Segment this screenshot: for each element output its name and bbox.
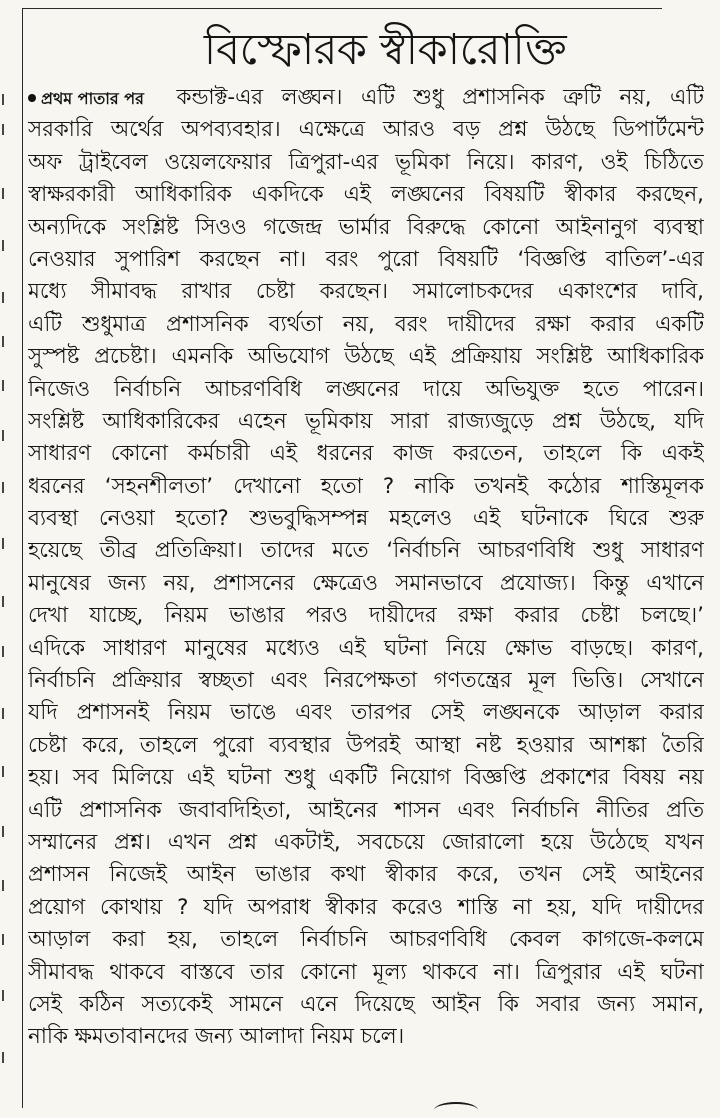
article-line: দেখা যাচ্ছে, নিয়ম ভাঙার পরও দায়ীদের রক্ষা করার চেষ্টা চলছে।’	[28, 603, 704, 629]
article-line: অফ ট্রাইবেল ওয়েলফেয়ার ত্রিপুরা-এর ভূমিকা নিয়ে। কারণ, ওই চিঠিতে	[28, 149, 704, 175]
article-line: ধরনের ‘সহনশীলতা’ দেখানো হতো ? নাকি তখনই কঠোর শাস্তিমূলক	[28, 473, 704, 499]
article-line: নিজেও নির্বাচনি আচরণবিধি লঙ্ঘনের দায়ে অভিযুক্ত হতে পারেন।	[28, 376, 704, 402]
article-line: সম্মানের প্রশ্ন। এখন প্রশ্ন একটাই, সবচেয়ে জোরালো হয়ে উঠেছে যখন	[28, 829, 704, 855]
article-line: নির্বাচনি প্রক্রিয়ার স্বচ্ছতা এবং নিরপেক্ষতা গণতন্ত্রের মূল ভিত্তি। সেখানে	[28, 668, 704, 694]
headline: বিস্ফোরক স্বীকারোক্তি	[203, 25, 567, 75]
continuation-label	[28, 83, 144, 114]
article-line: মধ্যে সীমাবদ্ধ রাখার চেষ্টা করছেন। সমালোচকদের একাংশের দাবি,	[28, 279, 704, 305]
article-line: ব্যবস্থা নেওয়া হতো? শুভবুদ্ধিসম্পন্ন মহলেও এই ঘটনাকে ঘিরে শুরু	[28, 506, 704, 532]
top-rule	[22, 8, 662, 9]
article-line: এদিকে সাধারণ মানুষের মধ্যেও এই ঘটনা নিয়ে ক্ষোভ বাড়ছে। কারণ,	[28, 635, 704, 661]
continuation-label-text: প্রথম পাতার পর	[41, 89, 144, 108]
article-line: স্বাক্ষরকারী আধিকারিক একদিকে এই লঙ্ঘনের বিষয়টি স্বীকার করছেন,	[28, 182, 704, 208]
article-line: এটি শুধুমাত্র প্রশাসনিক ব্যর্থতা নয়, বরং দায়ীদের রক্ষা করার একটি	[28, 311, 704, 337]
article-line: প্রশাসন নিজেই আইন ভাঙার কথা স্বীকার করে, তখন সেই আইনের	[28, 862, 704, 888]
column-rule	[22, 8, 23, 1108]
article-body	[28, 82, 704, 1108]
article-line: সুস্পষ্ট প্রচেষ্টা। এমনকি অভিযোগ উঠছে এই প্রক্রিয়ায় সংশ্লিষ্ট আধিকারিক	[28, 344, 704, 370]
article-line: এটি প্রশাসনিক জবাবদিহিতা, আইনের শাসন এবং নির্বাচনি নীতির প্রতি	[28, 797, 704, 823]
article-line: প্রথম পাতার পর কন্ডাক্ট-এর লঙ্ঘন। এটি শুধু প্রশাসনিক ত্রুটি নয়, এটি	[28, 82, 704, 114]
article-line: অন্যদিকে সংশ্লিষ্ট সিওও গজেন্দ্র ভার্মার বিরুদ্ধে কোনো আইনানুগ ব্যবস্থা	[28, 214, 704, 240]
article-line: নেওয়ার সুপারিশ করছেন না। বরং পুরো বিষয়টি ‘বিজ্ঞপ্তি বাতিল’-এর	[28, 246, 704, 272]
bullet-icon	[28, 94, 36, 102]
adjacent-column-fragment	[0, 90, 14, 1100]
article-line: হয়। সব মিলিয়ে এই ঘটনা শুধু একটি নিয়োগ বিজ্ঞপ্তি প্রকাশের বিষয় নয়	[28, 765, 704, 791]
article-line: যদি প্রশাসনই নিয়ম ভাঙে এবং তারপর সেই লঙ্ঘনকে আড়াল করার	[28, 700, 704, 726]
article-line: চেষ্টা করে, তাহলে পুরো ব্যবস্থার উপরই আস্থা নষ্ট হওয়ার আশঙ্কা তৈরি	[28, 732, 704, 758]
article-line: আড়াল করা হয়, তাহলে নির্বাচনি আচরণবিধি কেবল কাগজে-কলমে	[28, 927, 704, 953]
article-line: সংশ্লিষ্ট আধিকারিকের এহেন ভূমিকায় সারা রাজ্যজুড়ে প্রশ্ন উঠছে, যদি	[28, 408, 704, 434]
article-line: মানুষের জন্য নয়, প্রশাসনের ক্ষেত্রেও সমানভাবে প্রযোজ্য। কিন্তু এখানে	[28, 570, 704, 596]
article-line: সীমাবদ্ধ থাকবে বাস্তবে তার কোনো মূল্য থাকবে না। ত্রিপুরার এই ঘটনা	[28, 959, 704, 985]
article-line: নাকি ক্ষমতাবানদের জন্য আলাদা নিয়ম চলে।	[28, 1024, 405, 1050]
article-line: সরকারি অর্থের অপব্যবহার। এক্ষেত্রে আরও বড় প্রশ্ন উঠছে ডিপার্টমেন্ট	[28, 117, 704, 143]
article-line: সাধারণ কোনো কর্মচারী এই ধরনের কাজ করতেন, তাহলে কি একই	[28, 441, 704, 467]
article-line: প্রয়োগ কোথায় ? যদি অপরাধ স্বীকার করেও শাস্তি না হয়, যদি দায়ীদের	[28, 894, 704, 920]
article-line: সেই কঠিন সত্যকেই সামনে এনে দিয়েছে আইন কি সবার জন্য সমান,	[28, 991, 704, 1017]
article-line: হয়েছে তীব্র প্রতিক্রিয়া। তাদের মতে ‘নির্বাচনি আচরণবিধি শুধু সাধারণ	[28, 538, 704, 564]
